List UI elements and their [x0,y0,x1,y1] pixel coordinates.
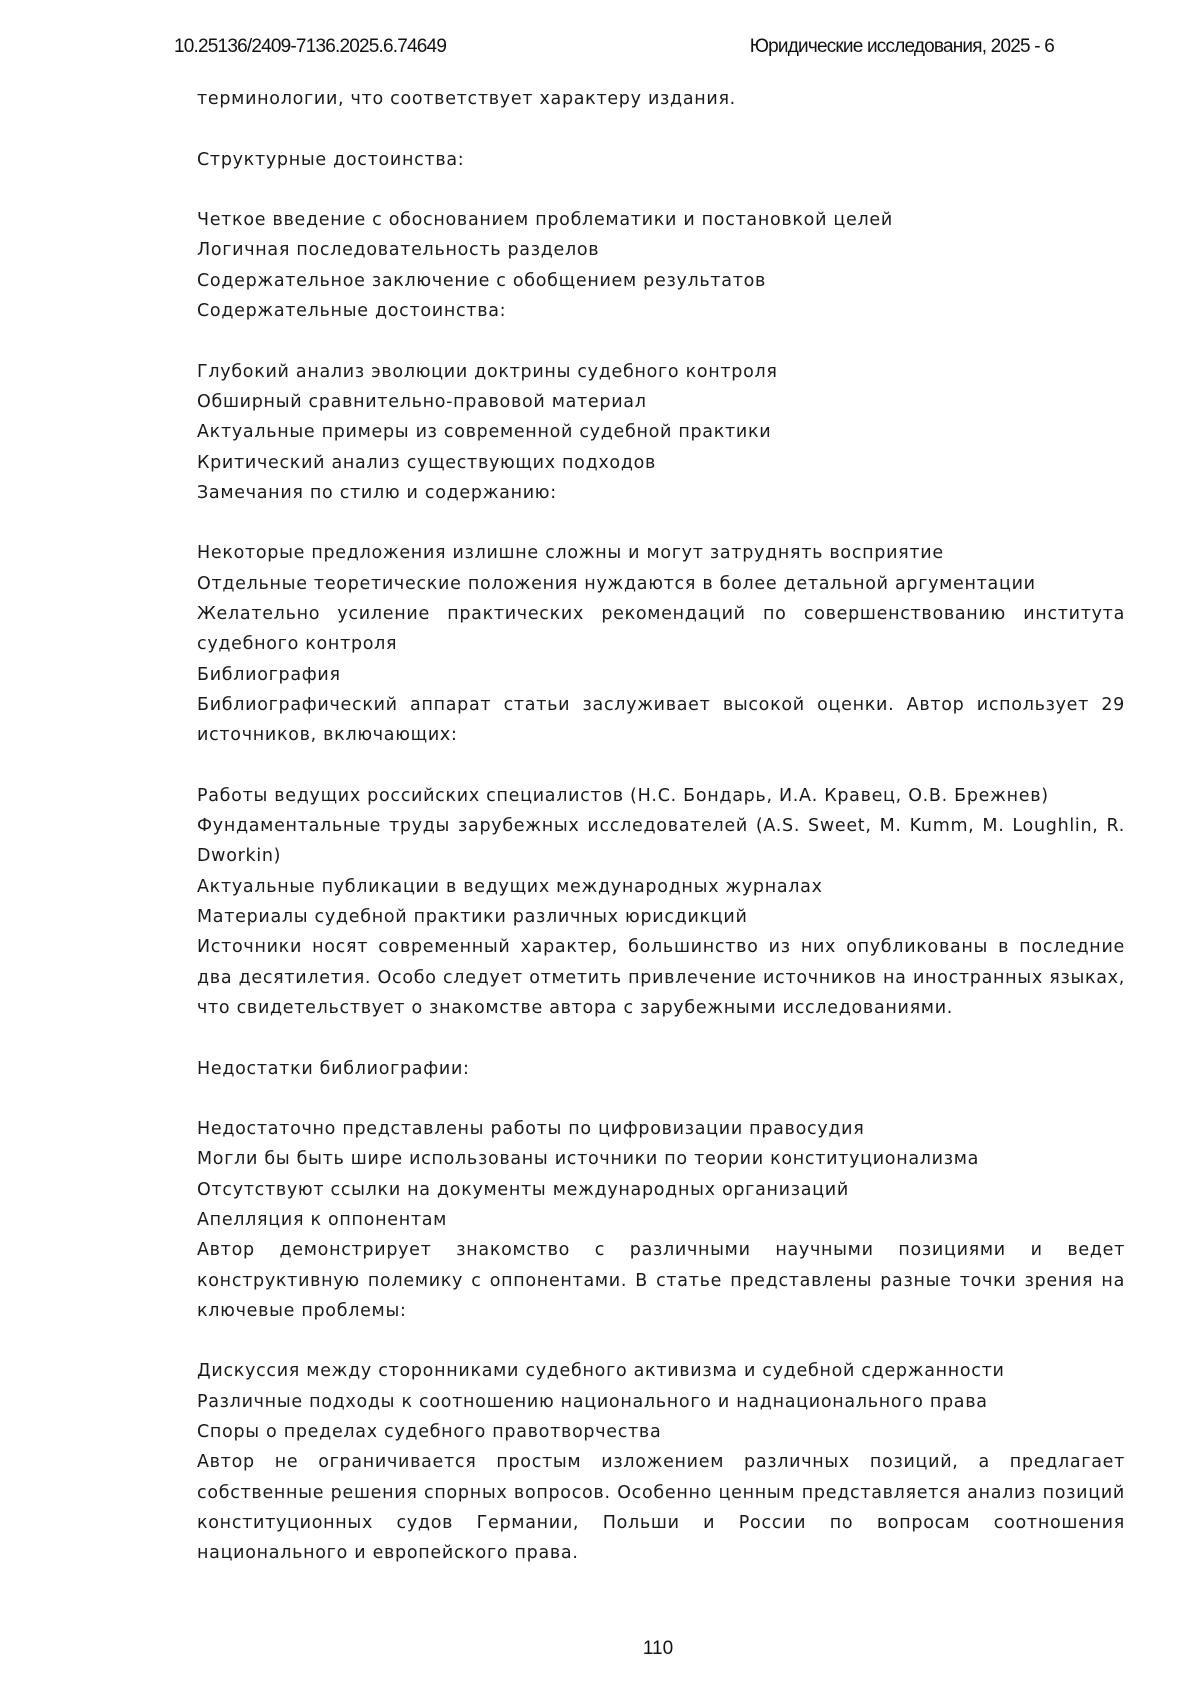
list-item: Могли бы быть шире использованы источники по теории конституционализма [197,1149,980,1170]
list-item: Содержательное заключение с обобщением результатов [197,270,767,291]
list-item: Споры о пределах судебного правотворчества [197,1422,662,1443]
remarks-heading: Замечания по стилю и содержанию: [197,482,557,503]
list-item: Логичная последовательность разделов [197,240,600,261]
opponents-summary: Автор не ограничивается простым изложением различных позиций, а предлагает собственные решения спорных вопросов. Особенно ценным представляется анализ позиций конституционных судов Германии, Польши и России по вопросам соотношения национального и европейского права. [197,1452,1125,1564]
list-item: Желательно усиление практических рекомендаций по совершенствованию института судебного контроля [197,604,1125,655]
opponents-heading: Апелляция к оппонентам [197,1209,448,1230]
list-item: Актуальные примеры из современной судебной практики [197,422,772,443]
article-body [197,84,1125,1569]
blank-line [197,1326,1125,1356]
structural-merits-heading: Структурные достоинства: [197,149,465,170]
paragraph-continuation: терминологии, что соответствует характеру издания. [197,89,736,109]
blank-line [197,1023,1125,1053]
list-item: Некоторые предложения излишне сложны и могут затруднять восприятие [197,543,944,564]
list-item: Обширный сравнительно-правовой материал [197,391,647,412]
blank-line [197,326,1125,356]
page-number: 110 [642,1638,674,1659]
blank-line [197,175,1125,205]
blank-line [197,508,1125,538]
bibliography-intro: Библиографический аппарат статьи заслуживает высокой оценки. Автор использует 29 источников, включающих: [197,694,1125,746]
page-header [174,36,1054,62]
list-item: Дискуссия между сторонниками судебного активизма и судебной сдержанности [197,1361,1005,1382]
list-item: Отдельные теоретические положения нуждаются в более детальной аргументации [197,573,1036,594]
bibliography-summary: Источники носят современный характер, большинство из них опубликованы в последние два десятилетия. Особо следует отметить привлечение источников на иностранных языках, что свидетельствует о знакомстве автора с зарубежными исследованиями. [197,937,1125,1018]
list-item: Материалы судебной практики различных юрисдикций [197,907,748,928]
list-item: Фундаментальные труды зарубежных исследователей (A.S. Sweet, M. Kumm, M. Loughlin, R. Dworkin) [197,816,1125,867]
journal-title: Юридические исследования, 2025 - 6 [749,36,1054,57]
list-item: Глубокий анализ эволюции доктрины судебного контроля [197,361,778,382]
list-item: Отсутствуют ссылки на документы международных организаций [197,1179,849,1200]
blank-line [197,751,1125,781]
blank-line [197,114,1125,144]
list-item: Недостаточно представлены работы по цифровизации правосудия [197,1119,865,1140]
list-item: Различные подходы к соотношению национального и наднационального права [197,1391,988,1412]
opponents-intro: Автор демонстрирует знакомство с различными научными позициями и ведет конструктивную полемику с оппонентами. В статье представлены разные точки зрения на ключевые проблемы: [197,1240,1125,1321]
list-item: Работы ведущих российских специалистов (Н.С. Бондарь, И.А. Кравец, О.В. Брежнев) [197,785,1049,806]
list-item: Актуальные публикации в ведущих международных журналах [197,876,823,897]
bibliography-heading: Библиография [197,664,341,685]
bibliography-deficiencies-heading: Недостатки библиографии: [197,1058,470,1079]
list-item: Критический анализ существующих подходов [197,452,657,473]
doi-text: 10.25136/2409-7136.2025.6.74649 [174,36,447,57]
list-item: Четкое введение с обоснованием проблематики и постановкой целей [197,210,893,231]
content-merits-heading: Содержательные достоинства: [197,301,507,322]
blank-line [197,1084,1125,1114]
